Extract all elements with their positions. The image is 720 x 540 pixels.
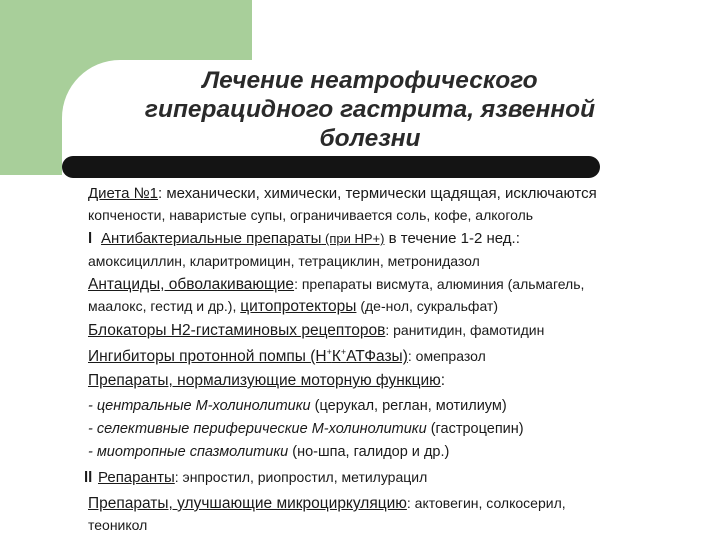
diet-heading: Диета №1 <box>88 185 159 202</box>
h2-line <box>88 322 544 340</box>
motor-heading: Препараты, нормализующие моторную функцию <box>88 372 441 389</box>
title-divider-bar <box>62 156 600 178</box>
antacids-line <box>88 276 584 294</box>
title-line-3: болезни <box>319 125 421 152</box>
title-line-2: гиперацидного гастрита, язвенной <box>144 96 596 123</box>
micro-line <box>88 495 566 513</box>
subitem-2-italic: - селективные периферические М-холинолитики <box>88 421 427 437</box>
bullet-marker-2: ll <box>84 469 93 486</box>
ppi-heading-a: Ингибиторы протонной помпы (Н <box>88 348 327 366</box>
antacids-cont-pre: маалокс, гестид и др.), <box>88 298 241 314</box>
ppi-heading-c: АТФазы) <box>346 348 408 366</box>
diet-text: : механически, химически, термически щадящая, исключаются <box>158 185 597 202</box>
ppi-line <box>88 347 486 366</box>
subitem-1-italic: - центральные М-холинолитики <box>88 398 311 414</box>
micro-text: : актовегин, солкосерил, <box>406 495 566 511</box>
diet-line <box>88 185 597 202</box>
antacids-continuation <box>88 298 498 316</box>
ppi-heading <box>88 348 408 365</box>
reparants-line <box>84 469 427 486</box>
antibacterial-heading: Антибактериальные препараты <box>101 230 322 247</box>
micro-heading: Препараты, улучшающие микроциркуляцию <box>88 495 407 512</box>
antacids-cont-post: (де-нол, сукральфат) <box>356 298 498 314</box>
motor-line <box>88 372 445 390</box>
motor-subitem-1 <box>88 398 507 414</box>
cytoprotectors-heading: цитопротекторы <box>240 298 357 315</box>
subitem-1-rest: (церукал, реглан, мотилиум) <box>310 398 507 414</box>
subitem-3-italic: - миотропные спазмолитики <box>88 444 289 460</box>
reparants-text: : энпростил, риопростил, метилурацил <box>174 469 428 485</box>
micro-continuation: теоникол <box>88 517 148 533</box>
motor-subitem-3 <box>88 444 449 460</box>
h2-heading: Блокаторы Н2-гистаминовых рецепторов <box>88 322 386 339</box>
ppi-sup-1: + <box>326 347 332 357</box>
antibacterial-text: в течение 1-2 нед.: <box>384 230 520 247</box>
ppi-sup-2: + <box>340 347 347 357</box>
h2-text: : ранитидин, фамотидин <box>385 322 545 338</box>
antibacterial-continuation: амоксициллин, кларитромицин, тетрациклин, метронидазол <box>88 253 480 269</box>
bullet-marker: l <box>88 230 93 247</box>
antacids-heading: Антациды, обволакивающие <box>88 276 295 293</box>
slide-title <box>100 66 640 153</box>
ppi-heading-b: К <box>331 348 341 366</box>
title-line-1: Лечение неатрофического <box>202 67 538 94</box>
subitem-2-rest: (гастроцепин) <box>426 421 524 437</box>
diet-continuation: копчености, наваристые супы, ограничивается соль, кофе, алкоголь <box>88 207 534 223</box>
antibacterial-note: (при HP+) <box>321 231 385 246</box>
antacids-text: : препараты висмута, алюминия (альмагель, <box>294 276 585 292</box>
subitem-3-rest: (но-шпа, галидор и др.) <box>288 444 450 460</box>
motor-text: : <box>440 372 446 389</box>
reparants-heading: Репаранты <box>98 469 175 486</box>
motor-subitem-2 <box>88 421 524 437</box>
ppi-text: : омепразол <box>407 348 486 365</box>
antibacterial-line <box>88 230 520 247</box>
